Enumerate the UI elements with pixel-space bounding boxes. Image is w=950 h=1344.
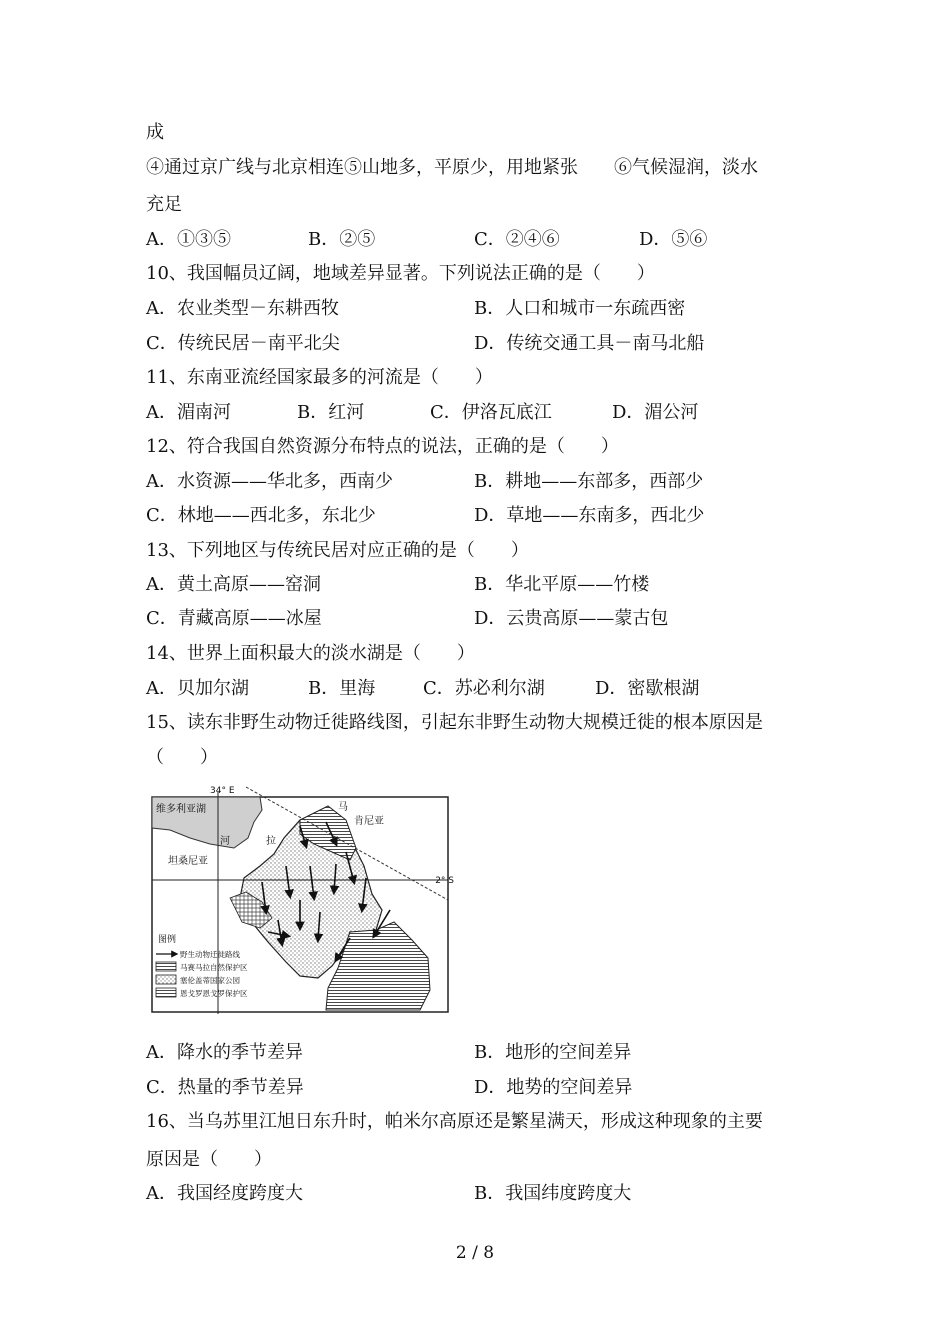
q15-option-d: D．地势的空间差异 <box>474 1077 633 1098</box>
legend-swatch-serengeti <box>156 975 176 984</box>
latitude-label: 2° S <box>435 876 454 886</box>
question-9-continuation-1: 成 <box>146 122 164 143</box>
river-label-1: 河 <box>220 836 230 847</box>
q14-option-c: C．苏必利尔湖 <box>423 678 545 699</box>
legend-item-masai: 马赛马拉自然保护区 <box>180 963 248 972</box>
question-9-continuation-3: 充足 <box>146 194 182 215</box>
page-number: 2 / 8 <box>455 1243 495 1263</box>
kenya-label: 肯尼亚 <box>354 816 384 827</box>
legend-title: 图例 <box>158 935 177 945</box>
q11-option-a: A．湄南河 <box>146 402 231 423</box>
legend-swatch-ngorongoro <box>156 988 176 997</box>
migration-map-figure <box>150 782 454 1014</box>
q13-stem: 13、下列地区与传统民居对应正确的是（ ） <box>146 540 529 561</box>
q16-stem-line2: 原因是（ ） <box>146 1149 272 1170</box>
q13-option-a: A．黄土高原——窑洞 <box>146 574 321 595</box>
q15-option-a: A．降水的季节差异 <box>146 1042 303 1063</box>
q16-stem-line1: 16、当乌苏里江旭日东升时，帕米尔高原还是繁星满天，形成这种现象的主要 <box>146 1111 763 1132</box>
q15-stem-line2: （ ） <box>146 747 218 768</box>
q10-option-a: A．农业类型－东耕西牧 <box>146 298 339 319</box>
q14-stem: 14、世界上面积最大的淡水湖是（ ） <box>146 643 475 664</box>
q12-option-d: D．草地——东南多，西北少 <box>474 505 705 526</box>
q13-option-c: C．青藏高原——冰屋 <box>146 608 322 629</box>
ma-label: 马 <box>338 802 348 813</box>
q11-option-c: C．伊洛瓦底江 <box>430 402 552 423</box>
question-9-continuation-2: ④通过京广线与北京相连⑤山地多，平原少，用地紧张 ⑥气候湿润，淡水 <box>146 157 758 178</box>
legend-swatch-masai <box>156 962 176 971</box>
legend-item-serengeti: 塞伦盖蒂国家公园 <box>180 976 240 985</box>
q14-option-b: B．里海 <box>308 678 376 699</box>
q14-option-d: D．密歇根湖 <box>595 678 700 699</box>
q11-stem: 11、东南亚流经国家最多的河流是（ ） <box>146 367 493 388</box>
legend-item-route: 野生动物迁徙路线 <box>180 950 240 959</box>
q10-option-c: C．传统民居－南平北尖 <box>146 333 340 354</box>
q11-option-b: B．红河 <box>297 402 365 423</box>
tanzania-label: 坦桑尼亚 <box>168 856 208 867</box>
q13-option-d: D．云贵高原——蒙古包 <box>474 608 669 629</box>
q15-option-b: B．地形的空间差异 <box>474 1042 632 1063</box>
q14-option-a: A．贝加尔湖 <box>146 678 249 699</box>
longitude-label: 34° E <box>210 786 235 796</box>
q16-option-a: A．我国经度跨度大 <box>146 1183 303 1204</box>
q12-option-c: C．林地——西北多，东北少 <box>146 505 376 526</box>
lake-label: 维多利亚湖 <box>156 804 206 815</box>
q10-stem: 10、我国幅员辽阔，地域差异显著。下列说法正确的是（ ） <box>146 263 655 284</box>
river-label-2: 拉 <box>266 836 276 847</box>
q12-stem: 12、符合我国自然资源分布特点的说法，正确的是（ ） <box>146 436 619 457</box>
q9-option-d: D．⑤⑥ <box>639 229 708 250</box>
q9-option-b: B．②⑤ <box>308 229 376 250</box>
q10-option-b: B．人口和城市一东疏西密 <box>474 298 686 319</box>
q10-option-d: D．传统交通工具－南马北船 <box>474 333 705 354</box>
q13-option-b: B．华北平原——竹楼 <box>474 574 650 595</box>
q12-option-b: B．耕地——东部多，西部少 <box>474 471 704 492</box>
q9-option-a: A．①③⑤ <box>146 229 231 250</box>
legend-item-ngorongoro: 恩戈罗恩戈罗保护区 <box>180 989 248 998</box>
q12-option-a: A．水资源——华北多，西南少 <box>146 471 393 492</box>
q15-option-c: C．热量的季节差异 <box>146 1077 304 1098</box>
q15-stem-line1: 15、读东非野生动物迁徙路线图，引起东非野生动物大规模迁徙的根本原因是 <box>146 712 763 733</box>
q11-option-d: D．湄公河 <box>612 402 699 423</box>
q16-option-b: B．我国纬度跨度大 <box>474 1183 632 1204</box>
q9-option-c: C．②④⑥ <box>474 229 560 250</box>
